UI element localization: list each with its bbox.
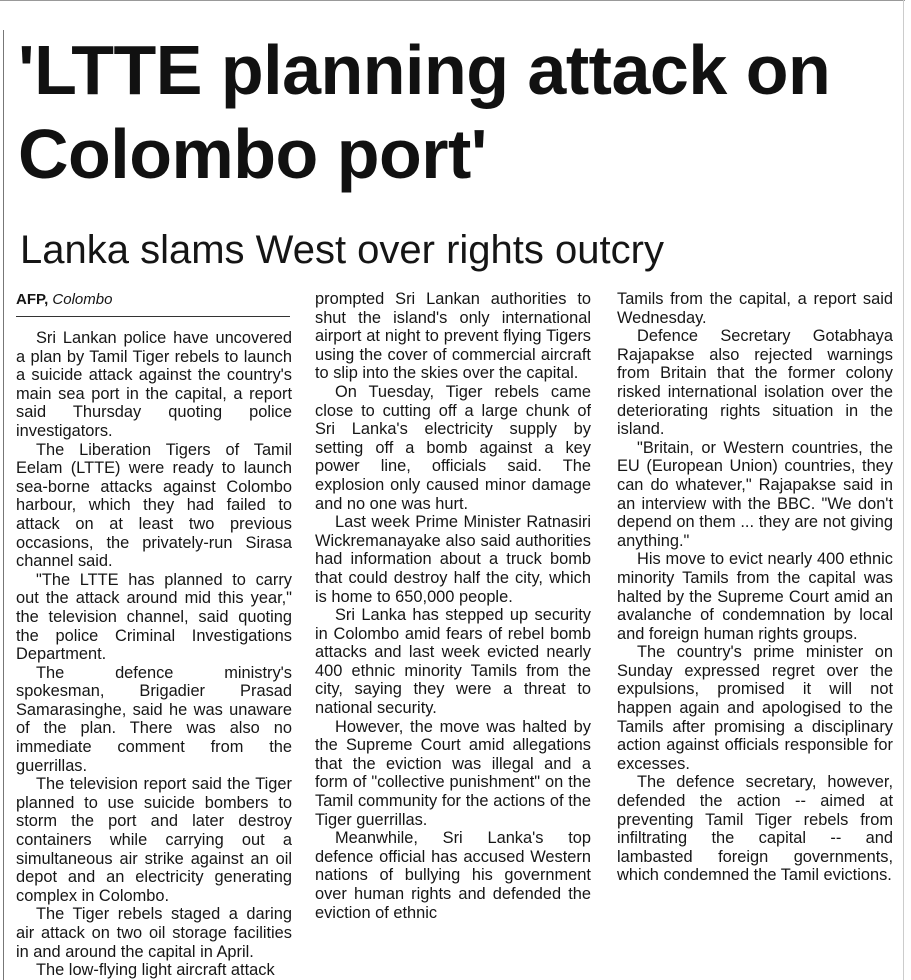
paragraph: The low-flying light aircraft attack <box>36 961 275 980</box>
paragraph: prompted Sri Lankan authorities to shut the island's only international airport at night to prevent flying Tigers using the cover of commercial aircraft to slip into the skies over the capital. <box>315 290 591 383</box>
paragraph: Defence Secretary Gotabhaya Rajapakse also rejected warnings from Britain that the former colony risked international isolation over the deteriorating rights situation in the island. <box>617 327 893 439</box>
paragraph: Sri Lanka has stepped up security in Colombo amid fears of rebel bomb attacks and last week evicted nearly 400 ethnic minority Tamils from the city, saying they were a threat to national security. <box>315 606 591 718</box>
headline: 'LTTE planning attack on Colombo port' <box>18 31 831 193</box>
paragraph: "The LTTE has planned to carry out the attack around mid this year," the television channel, said quoting the police Criminal Investigations Department. <box>16 570 292 664</box>
article-column-3 <box>617 290 893 980</box>
article-column-2 <box>315 290 591 980</box>
article-column-1 <box>16 290 292 980</box>
paragraph: His move to evict nearly 400 ethnic minority Tamils from the capital was halted by the Supreme Court amid an avalanche of condemnation by local and foreign human rights groups. <box>617 550 893 643</box>
byline <box>16 290 292 310</box>
byline-rule <box>16 316 290 317</box>
paragraph: The Liberation Tigers of Tamil Eelam (LTTE) were ready to launch sea-borne attacks against Colombo harbour, which they had failed to attack on at least two previous occasions, the privately-run Sirasa channel said. <box>16 440 292 571</box>
paragraph: The defence ministry's spokesman, Brigadier Prasad Samarasinghe, said he was unaware of the plan. There was also no immediate comment from the guerrillas. <box>16 663 292 775</box>
paragraph: On Tuesday, Tiger rebels came close to cutting off a large chunk of Sri Lanka's electricity supply by setting off a bomb against a key power line, officials said. The explosion only caused minor damage and no one was hurt. <box>315 382 591 513</box>
subheadline: Lanka slams West over rights outcry <box>20 228 664 272</box>
paragraph: "Britain, or Western countries, the EU (European Union) countries, they can do whatever," Rajapakse said in an interview with the BBC. "We don't depend on them ... they are not giving anything." <box>617 438 893 550</box>
paragraph: Sri Lankan police have uncovered a plan by Tamil Tiger rebels to launch a suicide attack against the country's main sea port in the capital, a report said Thursday quoting police investigators. <box>16 329 292 440</box>
paragraph: Meanwhile, Sri Lanka's top defence official has accused Western nations of bullying his government over human rights and defended the eviction of ethnic <box>315 829 591 922</box>
paragraph: Tamils from the capital, a report said Wednesday. <box>617 290 893 327</box>
byline-place: Colombo <box>52 291 113 308</box>
paragraph: The country's prime minister on Sunday expressed regret over the expulsions, promised it will not happen again and apologised to the Tamils after promising a disciplinary action against officials responsible for excesses. <box>617 643 893 773</box>
left-rule <box>3 30 4 980</box>
paragraph: However, the move was halted by the Supreme Court amid allegations that the eviction was illegal and a form of "collective punishment" on the Tamil community for the actions of the Tiger guerrillas. <box>315 717 591 829</box>
paragraph: The television report said the Tiger planned to use suicide bombers to storm the port and later destroy containers while carrying out a simultaneous air strike against an oil depot and an electricity generating complex in Colombo. <box>16 775 292 905</box>
top-rule <box>0 0 905 1</box>
paragraph: The Tiger rebels staged a daring air attack on two oil storage facilities in and around the capital in April. <box>16 905 292 961</box>
byline-source: AFP, <box>16 291 49 308</box>
paragraph: Last week Prime Minister Ratnasiri Wickremanayake also said authorities had information about a truck bomb that could destroy half the city, which is home to 650,000 people. <box>315 513 591 606</box>
paragraph: The defence secretary, however, defended the action -- aimed at preventing Tamil Tiger rebels from infiltrating the capital -- and lambasted foreign governments, which condemned the Tamil evictions. <box>617 773 893 885</box>
